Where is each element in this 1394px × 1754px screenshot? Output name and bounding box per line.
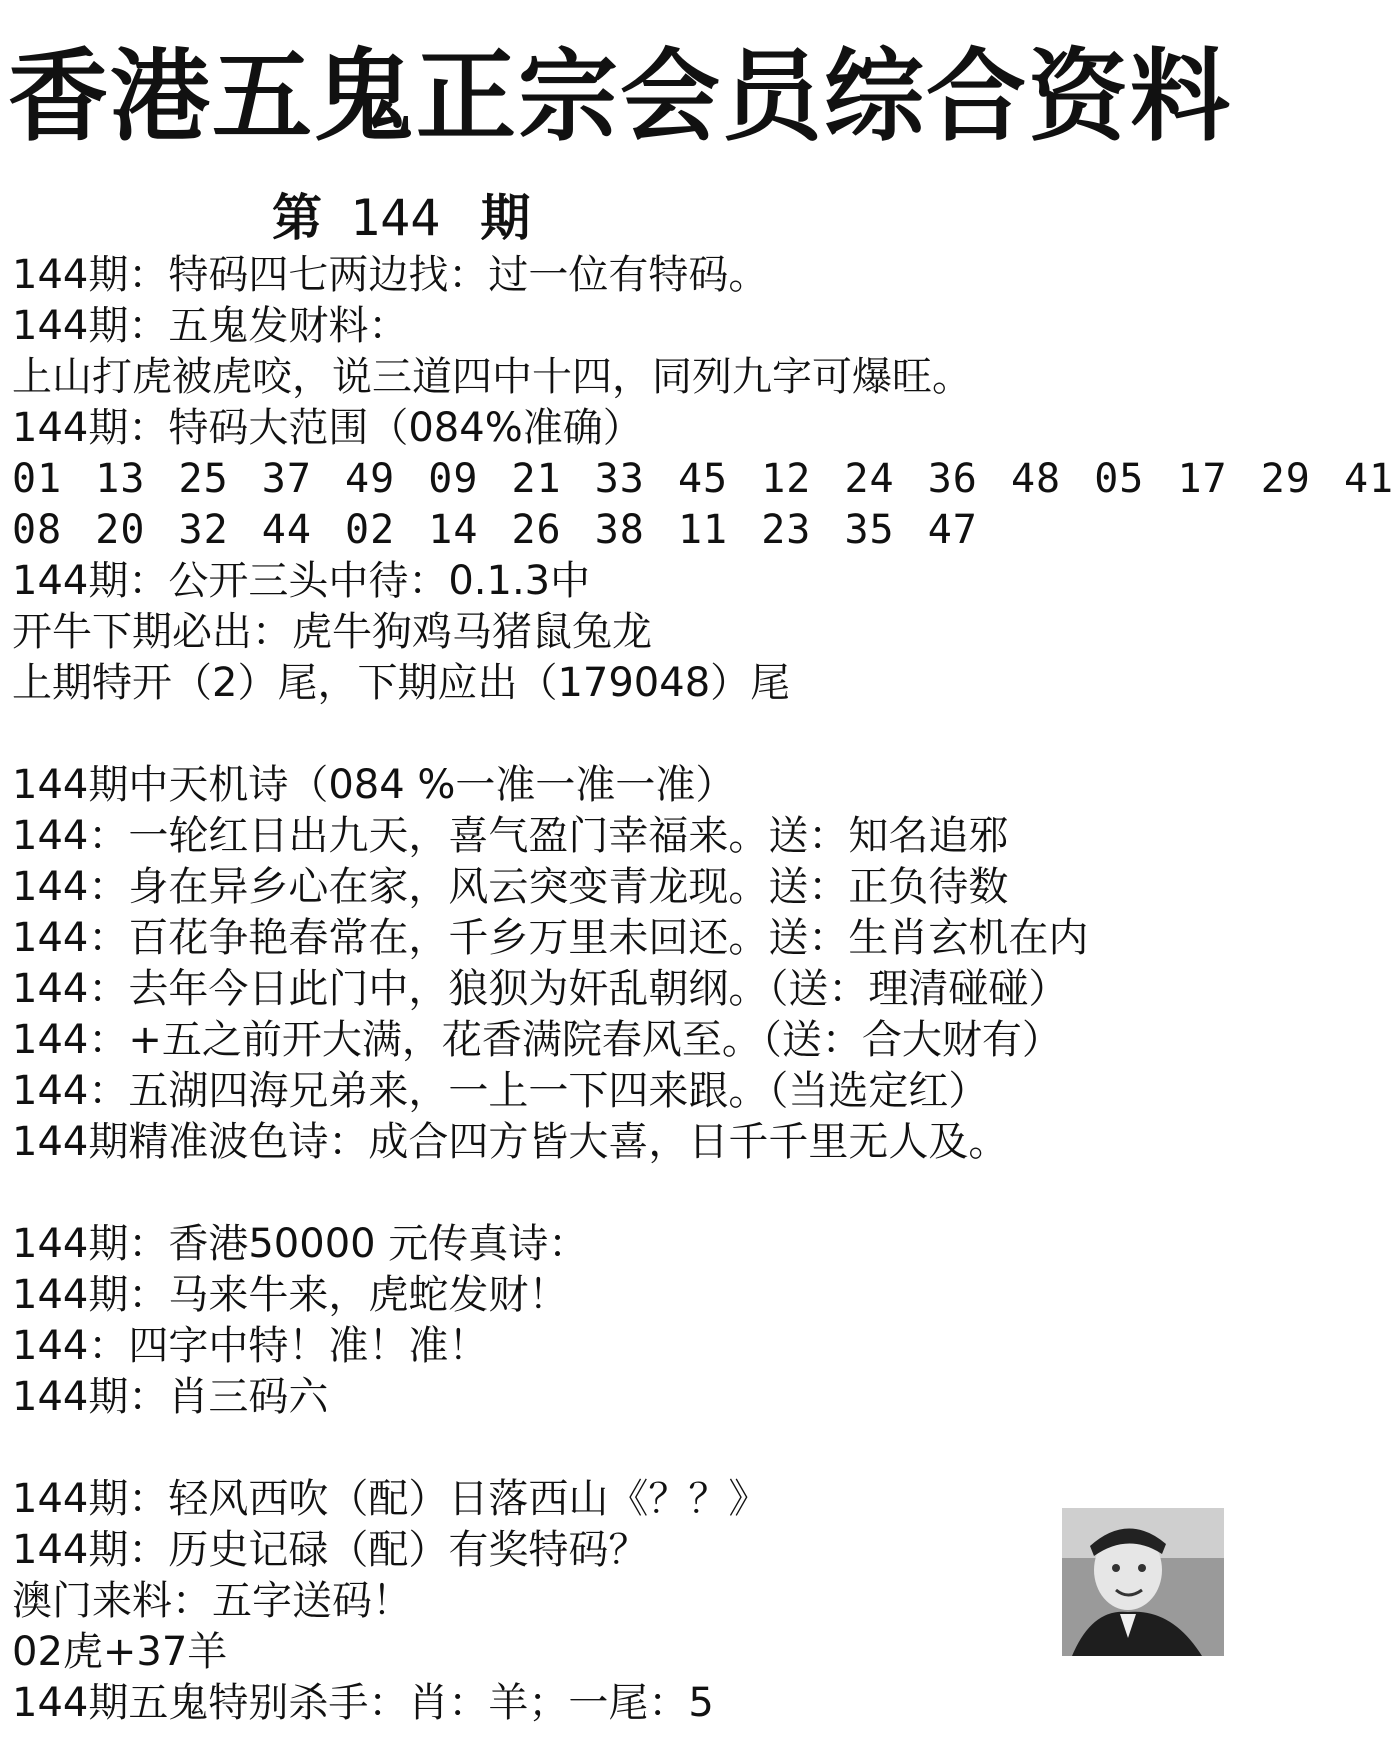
number-row: 08 20 32 44 02 14 26 38 11 23 35 47 xyxy=(12,507,978,553)
text-line: 144：四字中特！准！准！ xyxy=(12,1323,489,1369)
text-line: 144期：肖三码六 xyxy=(12,1374,329,1420)
text-line: 144期：公开三头中待：0.1.3中 xyxy=(12,558,591,604)
text-line: 144期中天机诗（084 %一准一准一准） xyxy=(12,762,736,808)
text-line: 144期：轻风西吹（配）日落西山《？？》 xyxy=(12,1476,769,1522)
text-line: 开牛下期必出：虎牛狗鸡马猪鼠兔龙 xyxy=(12,609,652,655)
issue-number: 144 xyxy=(350,189,441,247)
text-line: 144：+五之前开大满，花香满院春风至。（送：合大财有） xyxy=(12,1017,1062,1063)
text-line: 上期特开（2）尾，下期应出（179048）尾 xyxy=(12,660,791,706)
text-line: 144期：五鬼发财料： xyxy=(12,303,409,349)
text-line: 144期精准波色诗：成合四方皆大喜，日千千里无人及。 xyxy=(12,1119,1009,1165)
text-line: 144期五鬼特别杀手：肖：羊；一尾：5 xyxy=(12,1680,714,1726)
text-line: 144期：香港50000 元传真诗： xyxy=(12,1221,589,1267)
blank-line xyxy=(12,709,1192,760)
content-lines xyxy=(12,250,1394,1729)
text-line: 144：一轮红日出九天，喜气盈门幸福来。送：知名追邪 xyxy=(12,813,1009,859)
text-line: 02虎+37羊 xyxy=(12,1629,228,1675)
issue-suffix: 期 xyxy=(480,188,531,247)
text-line: 144期：特码四七两边找：过一位有特码。 xyxy=(12,252,769,298)
text-line: 144：去年今日此门中，狼狈为奸乱朝纲。（送：理清碰碰） xyxy=(12,966,1069,1012)
text-line: 144：五湖四海兄弟来，一上一下四来跟。（当选定红） xyxy=(12,1068,989,1114)
issue-heading xyxy=(272,188,530,248)
blank-line xyxy=(12,1168,1192,1219)
portrait-image xyxy=(1062,1508,1224,1656)
text-line: 144：身在异乡心在家，风云突变青龙现。送：正负待数 xyxy=(12,864,1009,910)
text-line: 澳门来料：五字送码！ xyxy=(12,1578,412,1624)
text-line: 144：百花争艳春常在，千乡万里未回还。送：生肖玄机在内 xyxy=(12,915,1089,961)
blank-line xyxy=(12,1423,1192,1474)
page-title: 香港五鬼正宗会员综合资料 xyxy=(8,37,1232,155)
text-line: 144期：特码大范围（084%准确） xyxy=(12,405,643,451)
portrait-photo xyxy=(1062,1508,1224,1656)
text-line: 144期：马来牛来，虎蛇发财！ xyxy=(12,1272,569,1318)
issue-prefix: 第 xyxy=(272,188,322,247)
text-line: 144期：历史记碌（配）有奖特码？ xyxy=(12,1527,649,1573)
number-row: 01 13 25 37 49 09 21 33 45 12 24 36 48 05 17 29 41 xyxy=(12,456,1394,502)
text-line: 上山打虎被虎咬，说三道四中十四，同列九字可爆旺。 xyxy=(12,354,972,400)
